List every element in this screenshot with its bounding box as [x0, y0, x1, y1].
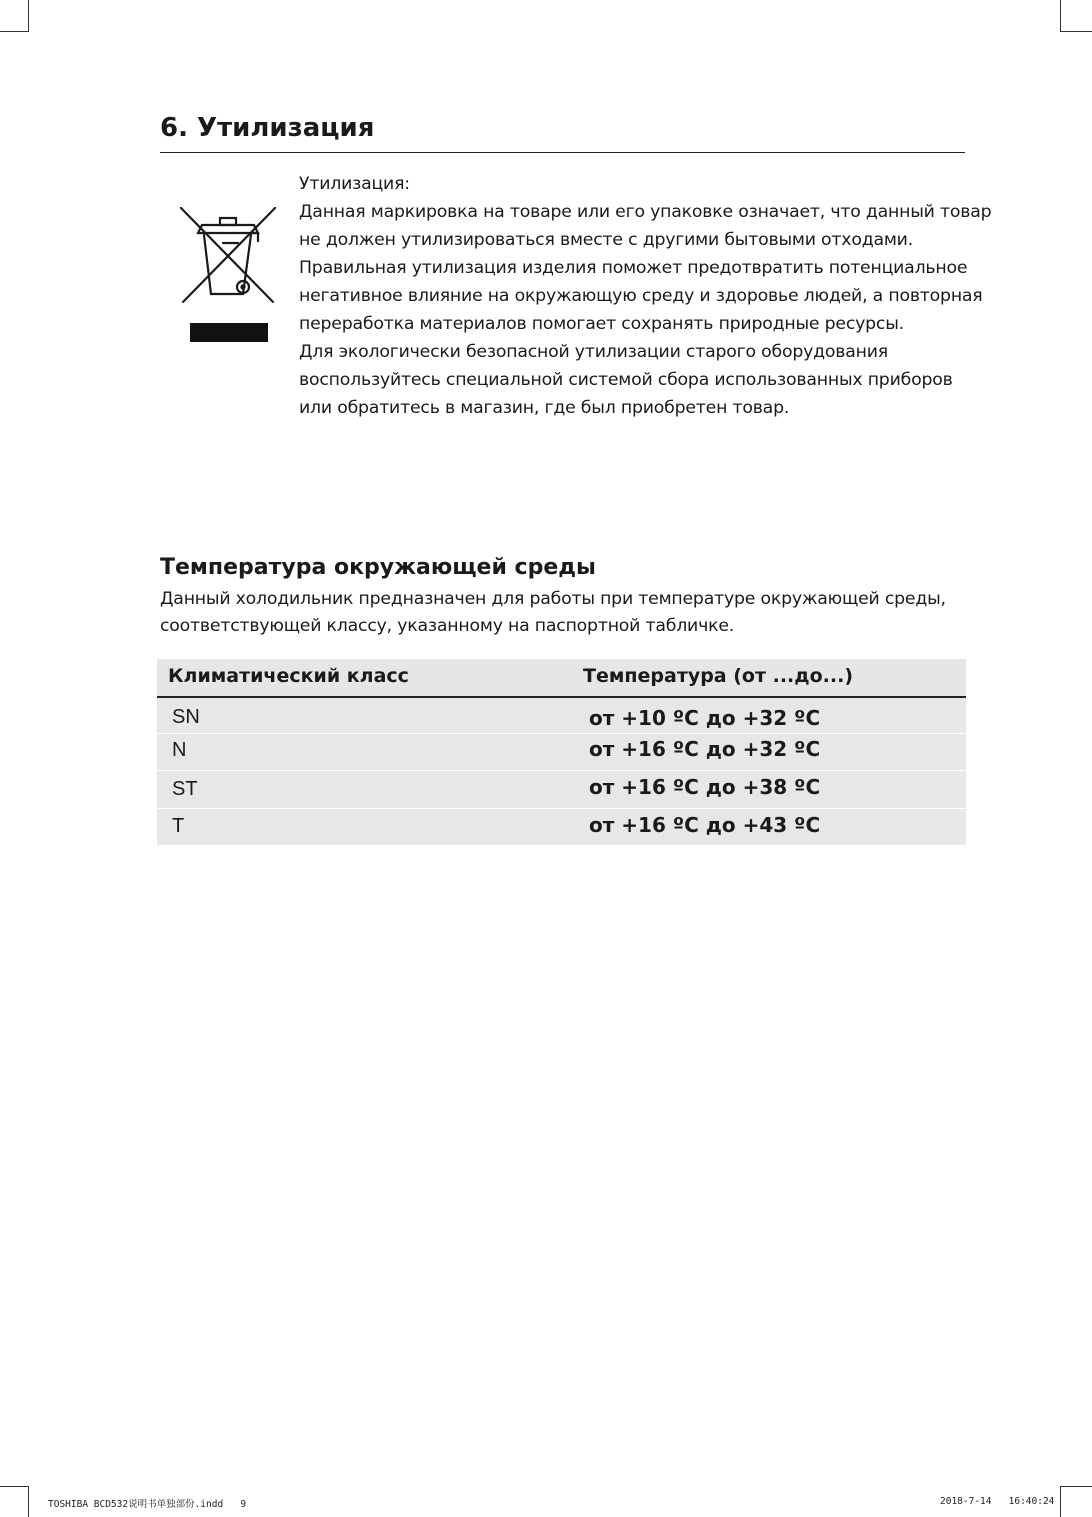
disposal-line: переработка материалов помогает сохранять природные ресурсы. [299, 314, 904, 334]
disposal-line: не должен утилизироваться вместе с другими бытовыми отходами. [299, 230, 913, 250]
row-class: T [172, 815, 185, 837]
disposal-line: негативное влияние на окружающую среду и здоровье людей, а повторная [299, 286, 983, 306]
row-range: от +16 ºC до +43 ºC [589, 813, 821, 837]
intro-line: Данный холодильник предназначен для работы при температуре окружающей среды, [160, 589, 946, 609]
row-range: от +16 ºC до +32 ºC [589, 737, 821, 761]
footer-datetime: 2018-7-14 16:40:24 [940, 1496, 1055, 1507]
table-row [157, 809, 966, 845]
section-title-text: Утилизация [197, 113, 375, 143]
disposal-line: или обратитесь в магазин, где был приобретен товар. [299, 398, 790, 418]
row-range: от +16 ºC до +38 ºC [589, 775, 821, 799]
crop-mark-top-left-h [0, 31, 29, 32]
row-class: N [172, 739, 187, 761]
climate-class-table [157, 659, 966, 845]
section-number: 6. [160, 113, 188, 143]
disposal-line: Данная маркировка на товаре или его упаковке означает, что данный товар [299, 202, 992, 222]
footer-file-slug: TOSHIBA BCD532说明书单独部份.indd 9 [48, 1499, 247, 1510]
crop-mark-bottom-right-v [1060, 1486, 1061, 1517]
crop-mark-bottom-left-v [28, 1486, 29, 1517]
row-class: SN [172, 706, 200, 728]
header-climate-class: Климатический класс [168, 665, 409, 687]
disposal-text [299, 170, 992, 422]
crop-mark-top-right-h [1060, 31, 1092, 32]
table-row [157, 771, 966, 809]
table-row [157, 734, 966, 771]
table-header [157, 659, 966, 698]
disposal-line: Правильная утилизация изделия поможет предотвратить потенциальное [299, 258, 968, 278]
section-title [160, 110, 965, 153]
table-row [157, 698, 966, 734]
crossed-out-wheelie-bin-icon [178, 203, 278, 343]
ambient-intro [160, 586, 970, 640]
ambient-heading: Температура окружающей среды [160, 555, 596, 580]
row-class: ST [172, 778, 198, 800]
row-range: от +10 ºC до +32 ºC [589, 706, 821, 730]
disposal-line: Утилизация: [299, 174, 410, 194]
crop-mark-bottom-right-h [1060, 1486, 1092, 1487]
disposal-line: воспользуйтесь специальной системой сбора использованных приборов [299, 370, 953, 390]
crop-mark-top-right-v [1060, 0, 1061, 31]
crop-mark-top-left-v [28, 0, 29, 31]
disposal-line: Для экологически безопасной утилизации старого оборудования [299, 342, 888, 362]
intro-line: соответствующей классу, указанному на паспортной табличке. [160, 616, 735, 636]
crop-mark-bottom-left-h [0, 1486, 29, 1487]
header-temperature: Температура (от ...до...) [583, 665, 853, 687]
